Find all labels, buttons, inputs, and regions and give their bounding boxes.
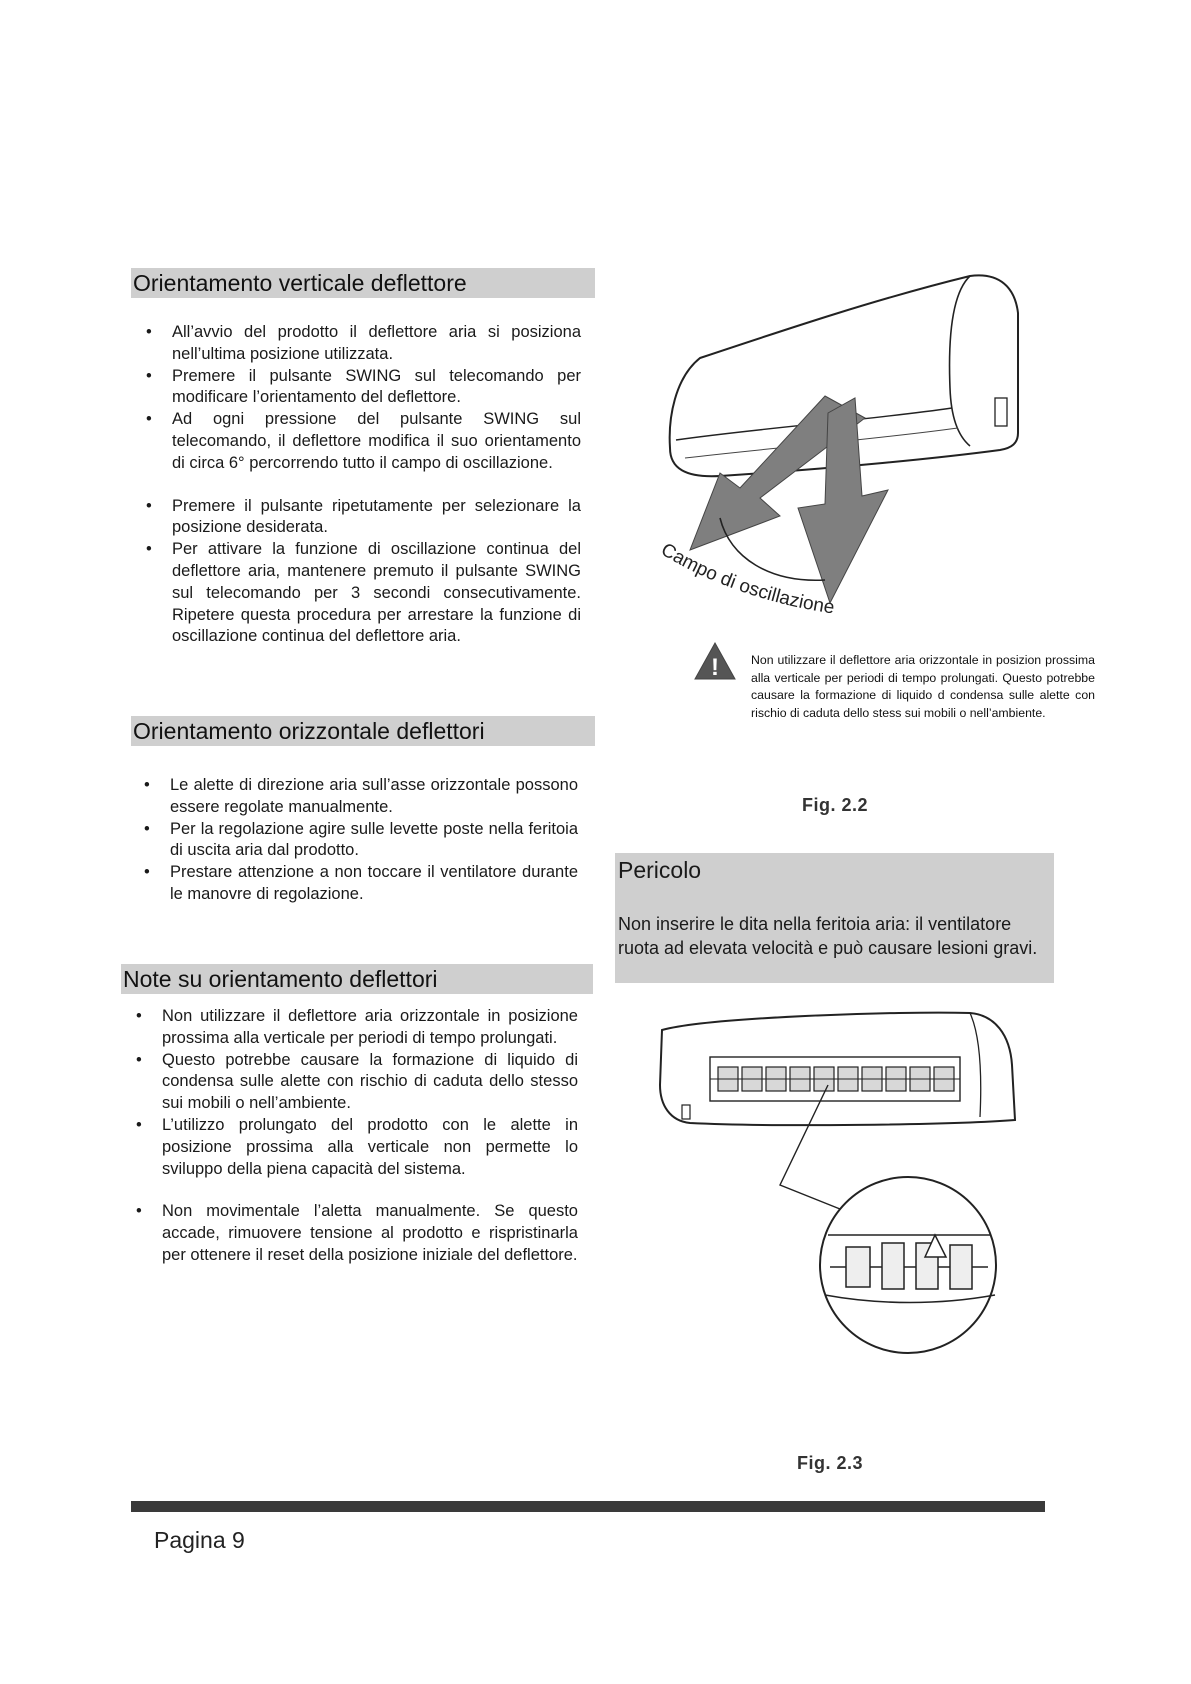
page-number: Pagina 9	[154, 1527, 245, 1553]
list-item: • Le alette di direzione aria sull’asse orizzontale possono essere regolate manualmente.	[131, 775, 578, 819]
list-item: • Per attivare la funzione di oscillazione continua del deflettore aria, mantenere premuto il pulsante SWING sul telecomando per 3 secondi consecutivamente. Ripetere questa procedura per arrestare la funzione di oscillazione continua del deflettore aria.	[133, 539, 581, 648]
figure-caption-2-3: Fig. 2.3	[797, 1453, 864, 1473]
list-item: • Premere il pulsante ripetutamente per selezionare la posizione desiderata.	[133, 496, 581, 540]
list-item: • Ad ogni pressione del pulsante SWING sul telecomando, il deflettore modifica il suo orientamento di circa 6° percorrendo tutto il campo di oscillazione.	[133, 409, 581, 474]
ac-unit-swing-illustration	[640, 268, 1030, 638]
section-title-vertical: Orientamento verticale deflettore	[131, 268, 595, 298]
swing-range-label: Campo di oscillazione	[657, 539, 836, 619]
warning-symbol: !	[711, 654, 719, 680]
footer-divider	[131, 1501, 1045, 1512]
danger-title: Pericolo	[618, 857, 702, 883]
figure-caption-2-2: Fig. 2.2	[802, 795, 869, 815]
list-item: • Non movimentale l’aletta manualmente. Se questo accade, rimuovere tensione al prodotto e rispristinarla per ottenere il reset della posizione iniziale del deflettore.	[123, 1201, 578, 1266]
list-item: • Non utilizzare il deflettore aria orizzontale in posizione prossima alla verticale per periodi di tempo prolungati.	[123, 1006, 578, 1050]
list-item: • L’utilizzo prolungato del prodotto con le alette in posizione prossima alla verticale non permette lo sviluppo della piena capacità del sistema.	[123, 1115, 578, 1180]
section-title-horizontal: Orientamento orizzontale deflettori	[131, 716, 595, 746]
section-title-notes: Note su orientamento deflettori	[121, 964, 593, 994]
danger-box	[615, 853, 1054, 983]
list-item: • Premere il pulsante SWING sul telecomando per modificare l’orientamento del deflettore.	[133, 366, 581, 410]
list-item: • Questo potrebbe causare la formazione di liquido di condensa sulle alette con rischio di caduta dello stesso sui mobili o nell’ambiente.	[123, 1050, 578, 1115]
list-item: • Prestare attenzione a non toccare il ventilatore durante le manovre di regolazione.	[131, 862, 578, 906]
danger-text: Non inserire le dita nella feritoia aria: il ventilatore ruota ad elevata velocità e può causare lesioni gravi.	[618, 914, 1038, 958]
list-item: • Per la regolazione agire sulle levette poste nella feritoia di uscita aria dal prodotto.	[131, 819, 578, 863]
notes-list	[123, 1006, 578, 1267]
vertical-list	[133, 322, 581, 648]
warning-note: Non utilizzare il deflettore aria orizzontale in posizion prossima alla verticale per periodi di tempo prolungati. Questo potrebbe causare la formazione di liquido d condensa sulle alette con rischio di caduta dello stess sui mobili o nell’ambiente.	[751, 653, 1095, 720]
ac-unit-louvers-illustration	[650, 1005, 1020, 1390]
list-item: • All’avvio del prodotto il deflettore aria si posiziona nell’ultima posizione utilizzata.	[133, 322, 581, 366]
horizontal-list	[131, 775, 578, 906]
warning-icon	[694, 642, 736, 680]
